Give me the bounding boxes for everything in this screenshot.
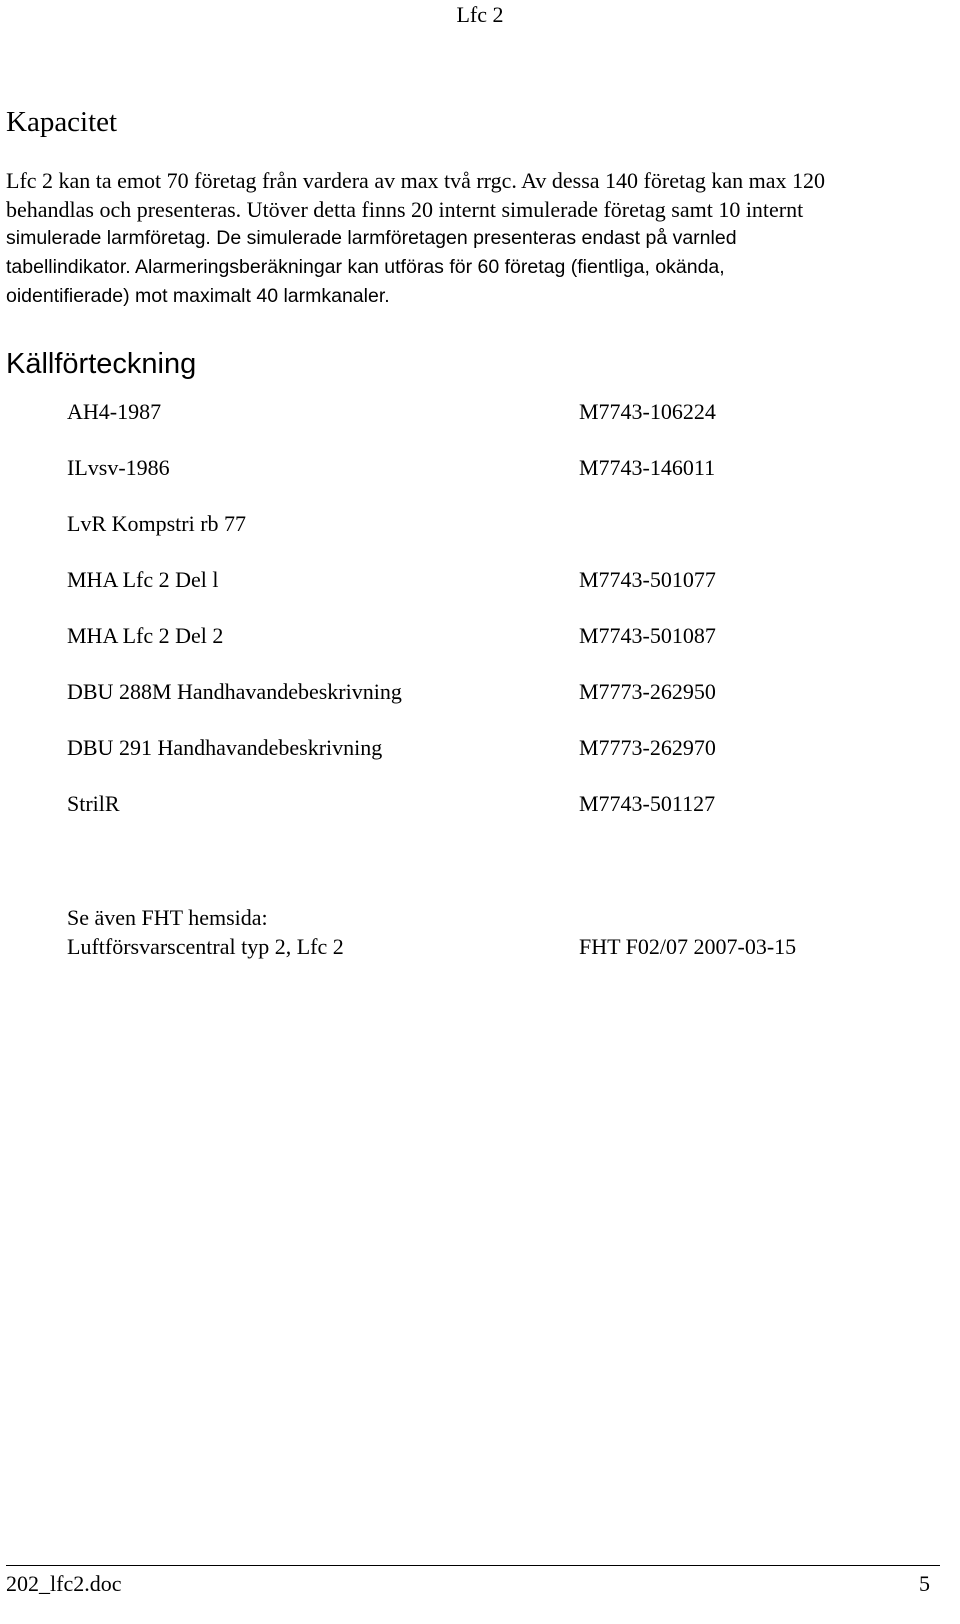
- reference-code: M7773-262950: [579, 679, 716, 704]
- footer-divider: [6, 1565, 940, 1566]
- reference-row: [0, 621, 960, 677]
- kapacitet-paragraph: [6, 166, 951, 311]
- reference-title: DBU 291 Handhavandebeskrivning: [67, 735, 383, 760]
- see-also-title: Luftförsvarscentral typ 2, Lfc 2: [67, 934, 344, 959]
- reference-code: M7773-262970: [579, 735, 716, 760]
- reference-row: [0, 677, 960, 733]
- reference-list: [0, 397, 960, 845]
- reference-code: M7743-501127: [579, 791, 716, 816]
- reference-row: [0, 397, 960, 453]
- reference-code: M7743-106224: [579, 399, 716, 424]
- paragraph-line: simulerade larmföretag. De simulerade larmföretagen presenteras endast på varnled: [6, 227, 737, 249]
- reference-row: [0, 789, 960, 845]
- reference-title: StrilR: [67, 791, 120, 816]
- section-heading-kapacitet: Kapacitet: [6, 106, 118, 138]
- section-heading-kallforteckning: Källförteckning: [6, 348, 197, 380]
- reference-code: M7743-501077: [579, 567, 716, 592]
- paragraph-line: tabellindikator. Alarmeringsberäkningar kan utföras för 60 företag (fientliga, okända,: [6, 256, 725, 278]
- paragraph-line: Lfc 2 kan ta emot 70 företag från vardera av max två rrgc. Av dessa 140 företag kan max 120: [6, 168, 825, 193]
- paragraph-line: oidentifierade) mot maximalt 40 larmkanaler.: [6, 285, 390, 307]
- reference-title: ILvsv-1986: [67, 455, 170, 480]
- paragraph-line: behandlas och presenteras. Utöver detta finns 20 internt simulerade företag samt 10 internt: [6, 197, 804, 222]
- reference-row: [0, 733, 960, 789]
- reference-title: LvR Kompstri rb 77: [67, 511, 247, 536]
- reference-title: DBU 288M Handhavandebeskrivning: [67, 679, 402, 704]
- footer-filename: 202_lfc2.doc: [6, 1571, 122, 1596]
- reference-title: MHA Lfc 2 Del l: [67, 567, 219, 592]
- reference-code: M7743-501087: [579, 623, 716, 648]
- reference-row: [0, 565, 960, 621]
- footer-page-number: 5: [919, 1571, 930, 1596]
- reference-title: AH4-1987: [67, 399, 162, 424]
- reference-title: MHA Lfc 2 Del 2: [67, 623, 224, 648]
- reference-row: [0, 453, 960, 509]
- page-header-title: Lfc 2: [456, 2, 504, 27]
- see-also-code: FHT F02/07 2007-03-15: [579, 934, 797, 959]
- reference-row: [0, 509, 960, 565]
- see-also-label: Se även FHT hemsida:: [67, 905, 268, 930]
- reference-code: M7743-146011: [579, 455, 716, 480]
